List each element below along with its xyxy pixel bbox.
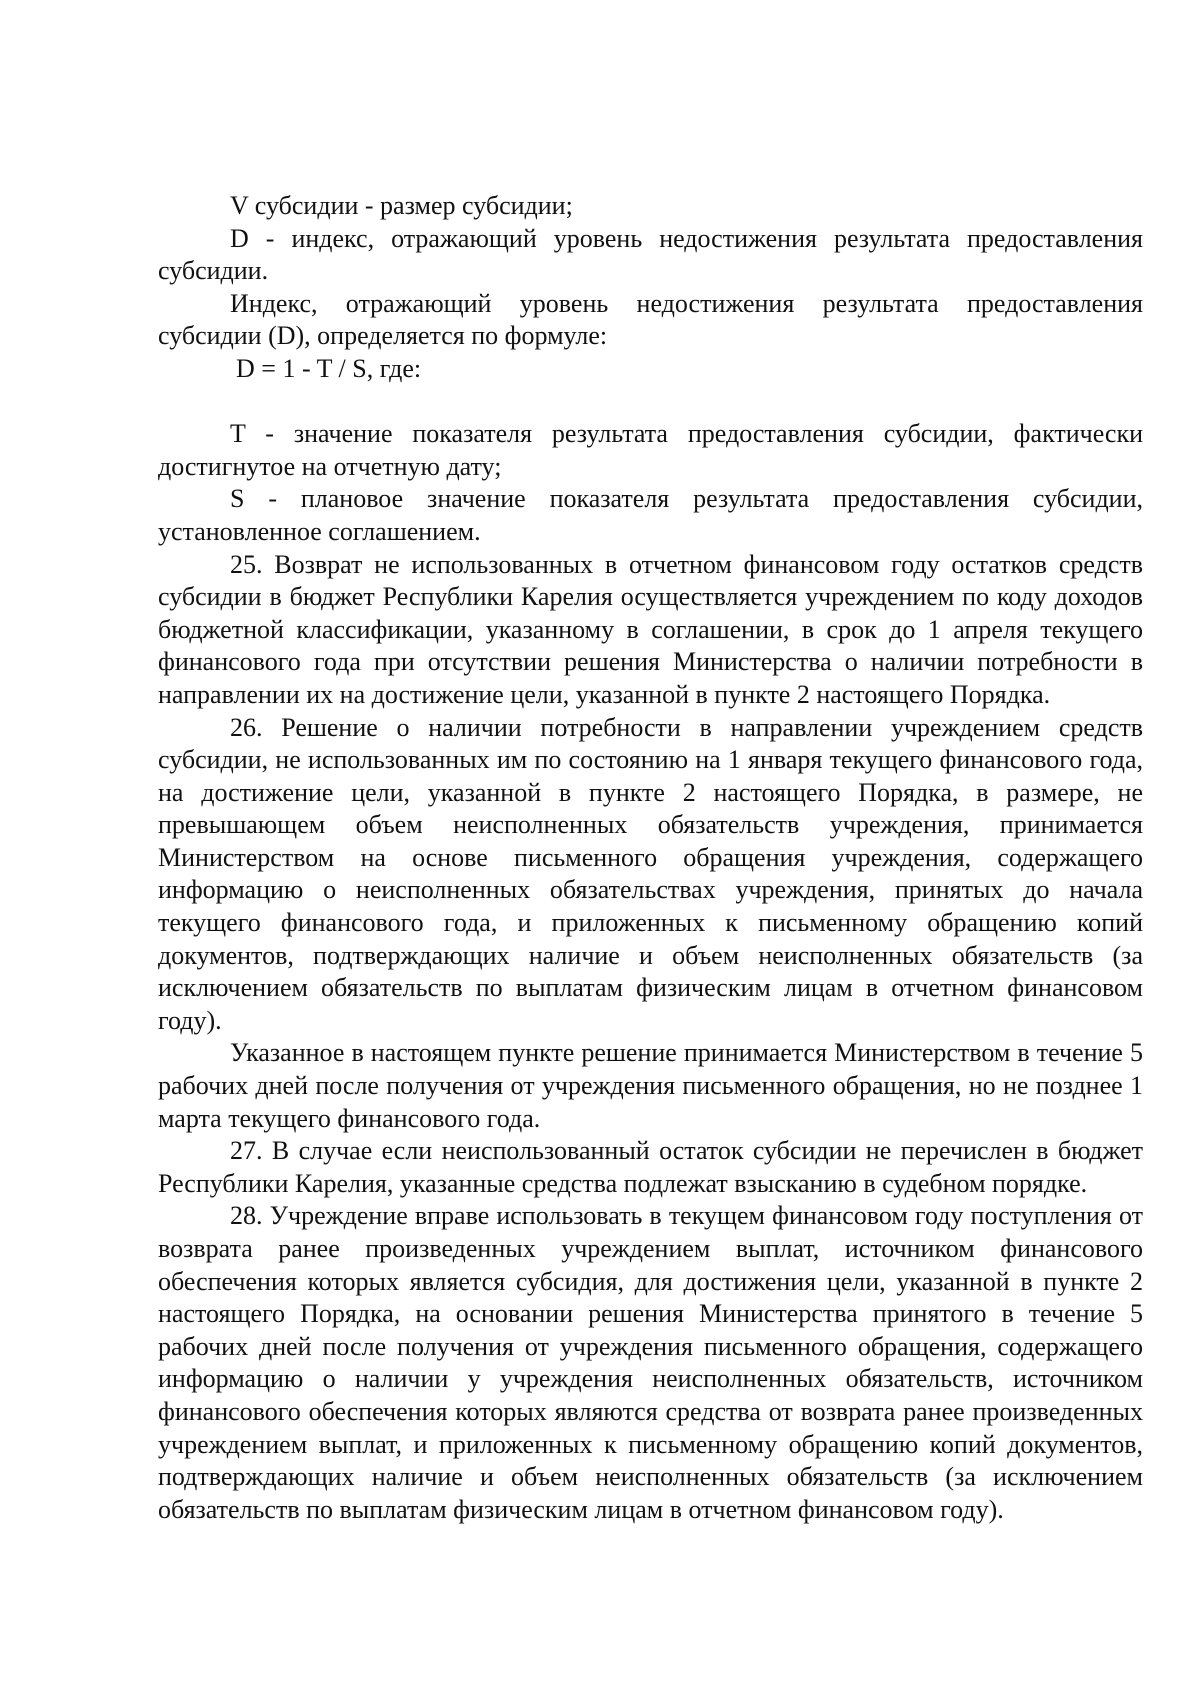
clause-26: 26. Решение о наличии потребности в направлении учреждением средств субсидии, не использованных им по состоянию на 1 января текущего финансового года, на достижение цели, указанной в пункте 2 настоящего Порядка, в размере, не превышающем объем неисполненных обязательств учреждения, принимается Министерством на основе письменного обращения учреждения, содержащего информацию о неисполненных обязательствах учреждения, принятых до начала текущего финансового года, и приложенных к письменному обращению копий документов, подтверждающих наличие и объем неисполненных обязательств (за исключением обязательств по выплатам физическим лицам в отчетном финансовом году). [158,712,1143,1035]
definition-d-index: D - индекс, отражающий уровень недостижения результата предоставления субсидии. [158,223,1143,286]
definition-t-value: T - значение показателя результата предоставления субсидии, фактически достигнутое на отчетную дату; [158,419,1143,481]
blank-line [158,386,1143,419]
clause-27: 27. В случае если неиспользованный остаток субсидии не перечислен в бюджет Республики Карелия, указанные средства подлежат взысканию в судебном порядке. [158,1136,1143,1198]
document-body [158,190,1143,1526]
definition-s-value: S - плановое значение показателя результата предоставления субсидии, установленное соглашением. [158,484,1143,546]
clause-28: 28. Учреждение вправе использовать в текущем финансовом году поступления от возврата ранее произведенных учреждением выплат, источником финансового обеспечения которых является субсидия, для достижения цели, указанной в пункте 2 настоящего Порядка, на основании решения Министерства принятого в течение 5 рабочих дней после получения от учреждения письменного обращения, содержащего информацию о наличии у учреждения неисполненных обязательств, источником финансового обеспечения которых являются средства от возврата ранее произведенных учреждением выплат, и приложенных к письменному обращению копий документов, подтверждающих наличие и объем неисполненных обязательств (за исключением обязательств по выплатам физическим лицам в отчетном финансовом году). [158,1201,1143,1524]
index-formula-intro: Индекс, отражающий уровень недостижения результата предоставления субсидии (D), определяется по формуле: [158,288,1143,351]
formula: D = 1 - T / S, где: [236,353,422,383]
clause-26-decision: Указанное в настоящем пункте решение принимается Министерством в течение 5 рабочих дней после получения от учреждения письменного обращения, но не позднее 1 марта текущего финансового года. [158,1038,1143,1133]
clause-25: 25. Возврат не использованных в отчетном финансовом году остатков средств субсидии в бюджет Республики Карелия осуществляется учреждением по коду доходов бюджетной классификации, указанному в соглашении, в срок до 1 апреля текущего финансового года при отсутствии решения Министерства о наличии потребности в направлении их на достижение цели, указанной в пункте 2 настоящего Порядка. [158,549,1143,709]
definition-v-subsidy: V субсидии - размер субсидии; [230,191,573,220]
